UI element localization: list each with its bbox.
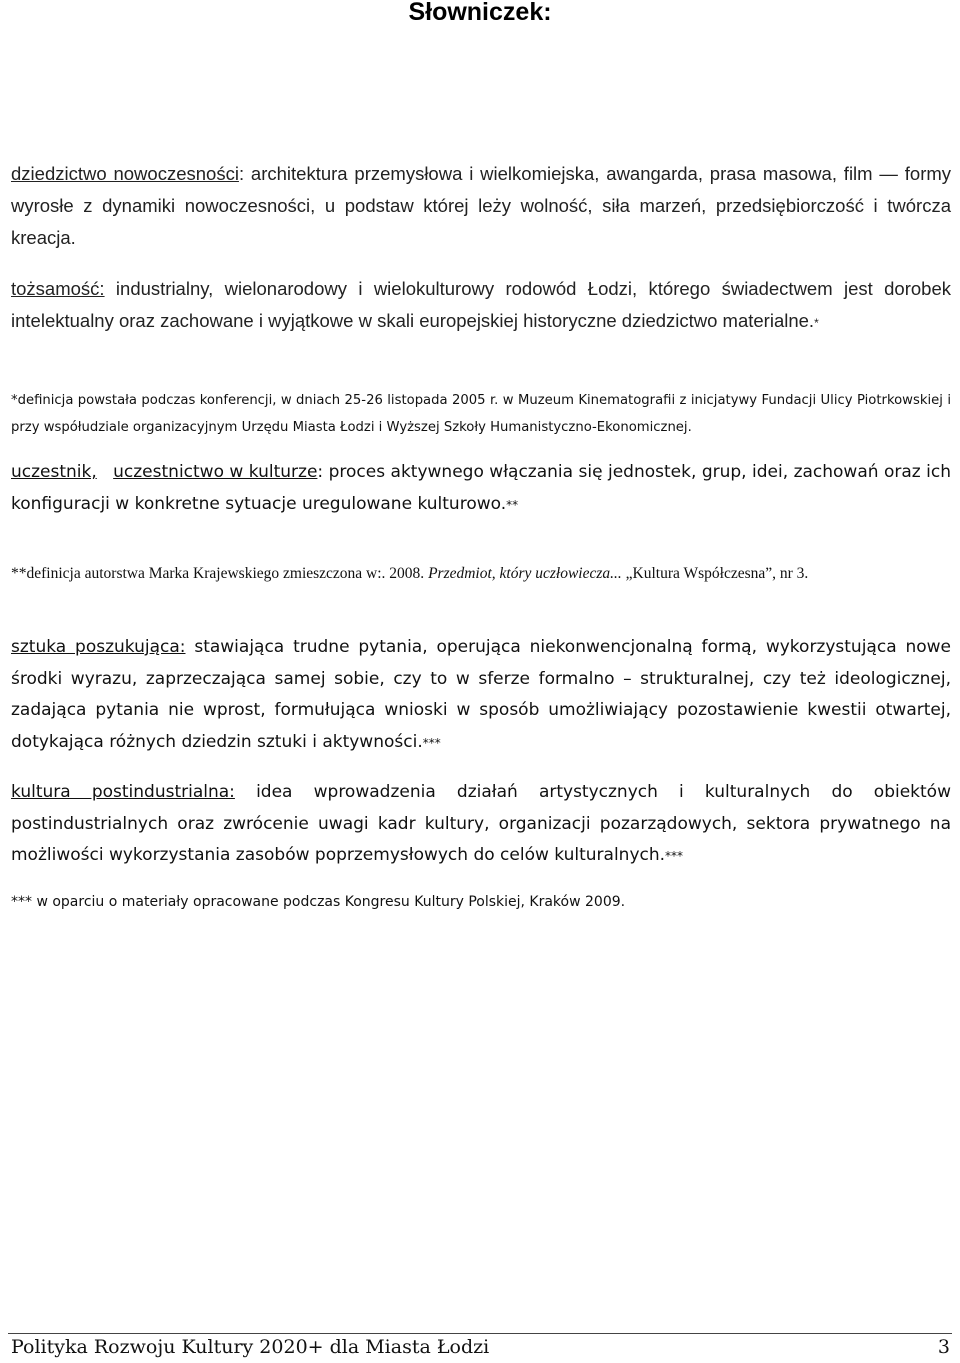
note-text: „Kultura Współczesna”, nr 3. bbox=[621, 565, 809, 582]
entry-sztuka bbox=[11, 632, 951, 759]
entry-dziedzictwo bbox=[11, 158, 951, 254]
term: sztuka poszukująca: bbox=[11, 637, 186, 657]
note-text: **definicja autorstwa Marka Krajewskiego zmieszczona w:. 2008. bbox=[11, 565, 429, 582]
footnote-1: *definicja powstała podczas konferencji, w dniach 25-26 listopada 2005 r. w Muzeum Kinematografii z inicjatywy Fundacji Ulicy Piotrkowskiej i przy współudziale organizacyjnym Urzędu Miasta Łodzi i Wyższej Szkoły Humanistyczno-Ekonomicznej. bbox=[11, 393, 951, 435]
footnote-3: *** w oparciu o materiały opracowane podczas Kongresu Kultury Polskiej, Kraków 2009. bbox=[11, 894, 626, 910]
definition: architektura przemysłowa i wielkomiejska, awangarda, prasa masowa, film — formy wyrosłe z dynamiki nowoczesności, u podstaw której leży wolność, siła marzeń, przedsiębiorczość i twórcza kreacja. bbox=[11, 163, 952, 248]
definition: stawiająca trudne pytania, operująca niekonwencjonalną formą, wykorzystująca nowe środki wyrazu, zaprzeczająca samej sobie, czy to w sferze formalno – strukturalnej, czy też ideologicznej, zadająca pytania nie wprost, formułująca wnioski w sposób umożliwiający pozostawienie kwestii otwartej, dotykająca różnych dziedzin sztuki i aktywności. bbox=[11, 637, 951, 752]
definition: idea wprowadzenia działań artystycznych i kulturalnych do obiektów postindustrialnych oraz zwrócenie uwagi kadr kultury, organizacji pozarządowych, sektora prywatnego na możliwości wykorzystania zasobów poprzemysłowych do celów kulturalnych. bbox=[11, 782, 951, 865]
entry-kultura bbox=[11, 777, 951, 873]
term: uczestnictwo w kulturze bbox=[113, 462, 318, 482]
page-number: 3 bbox=[937, 1336, 950, 1358]
page-title: Słowniczek: bbox=[408, 0, 552, 26]
entry-tozsamosc bbox=[11, 273, 951, 339]
separator: : bbox=[317, 462, 324, 482]
footer-rule bbox=[8, 1333, 952, 1334]
separator: : bbox=[238, 163, 245, 184]
gap bbox=[97, 462, 113, 482]
footer-title: Polityka Rozwoju Kultury 2020+ dla Miasta Łodzi bbox=[11, 1336, 490, 1358]
note-italic: Przedmiot, który uczłowiecza... bbox=[428, 565, 622, 582]
footnote-mark: ** bbox=[506, 497, 519, 512]
term: kultura postindustrialna: bbox=[11, 782, 235, 802]
term: uczestnik, bbox=[11, 462, 97, 482]
footnote-mark: *** bbox=[665, 849, 684, 863]
definition: proces aktywnego włączania się jednostek, grup, idei, zachowań oraz ich konfiguracji w konkretne sytuacje uregulowane kulturowo. bbox=[11, 462, 951, 514]
definition: industrialny, wielonarodowy i wielokulturowy rodowód Łodzi, którego świadectwem jest dorobek intelektualny oraz zachowane i wyjątkowe w skali europejskiej historyczne dziedzictwo materialne. bbox=[11, 278, 951, 331]
entry-uczestnik bbox=[11, 457, 951, 521]
footnote-2 bbox=[11, 562, 951, 586]
term: tożsamość: bbox=[11, 278, 105, 299]
footnote-mark: * bbox=[814, 316, 819, 330]
term: dziedzictwo nowoczesności bbox=[11, 163, 239, 184]
footnote-mark: *** bbox=[422, 735, 441, 750]
